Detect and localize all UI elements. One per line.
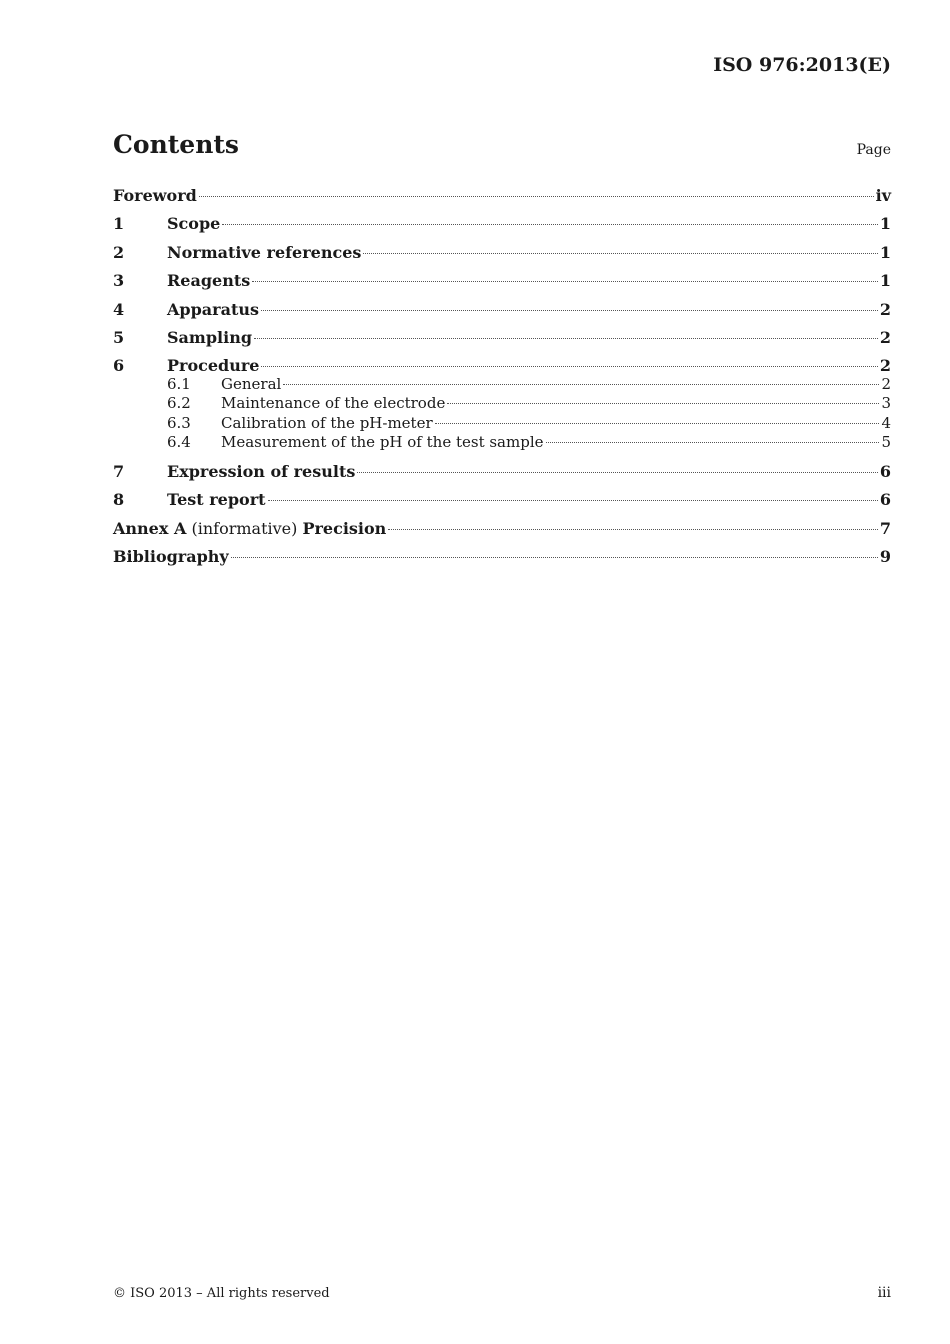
toc-title: Foreword (113, 186, 197, 205)
copyright-notice: © ISO 2013 – All rights reserved (113, 1286, 330, 1301)
toc-page: 2 (879, 327, 891, 347)
dot-leader (357, 472, 878, 473)
toc-entry-foreword[interactable] (113, 184, 891, 212)
toc-title: Reagents (167, 271, 251, 291)
toc-number: 6.4 (167, 432, 191, 451)
dot-leader (231, 557, 878, 558)
toc-page: 1 (879, 271, 891, 291)
toc-title: Sampling (167, 327, 253, 347)
dot-leader (363, 253, 877, 254)
toc-title: Scope (167, 214, 221, 234)
toc-title: Calibration of the pH-meter (221, 413, 433, 432)
toc-title: Apparatus (167, 299, 259, 319)
toc-number: 6.3 (167, 413, 191, 432)
toc-title: Maintenance of the electrode (221, 394, 446, 413)
toc-title: Expression of results (167, 461, 356, 481)
toc-page: 4 (881, 413, 891, 432)
toc-page: 1 (879, 214, 891, 234)
toc-entry-scope[interactable] (113, 212, 891, 240)
toc-number: 6.1 (167, 374, 191, 393)
toc-title: Test report (167, 490, 266, 510)
page-number: iii (877, 1285, 891, 1301)
toc-entry-expression-of-results[interactable] (113, 460, 891, 488)
toc-number: 6.2 (167, 394, 191, 413)
toc-entry-bibliography[interactable] (113, 545, 891, 573)
toc-title: Bibliography (113, 547, 229, 566)
toc-title: Normative references (167, 242, 362, 262)
toc-number: 5 (113, 327, 125, 347)
toc-number: 4 (113, 299, 125, 319)
dot-leader (268, 500, 878, 501)
toc-page: 9 (879, 547, 891, 566)
dot-leader (222, 224, 878, 225)
dot-leader (254, 338, 878, 339)
annex-title: Precision (302, 518, 387, 538)
toc-entry-reagents[interactable] (113, 269, 891, 297)
table-of-contents (113, 184, 891, 573)
dot-leader (252, 281, 878, 282)
toc-page: 5 (881, 432, 891, 451)
dot-leader (283, 384, 879, 385)
page-column-label: Page (856, 142, 891, 158)
toc-entry-apparatus[interactable] (113, 298, 891, 326)
toc-title (113, 517, 386, 541)
toc-entry-procedure[interactable] (113, 354, 891, 375)
dot-leader (447, 403, 879, 404)
toc-number: 7 (113, 461, 125, 481)
dot-leader (435, 423, 880, 424)
toc-entry-maintenance-of-electrode[interactable] (113, 394, 891, 413)
annex-label: Annex A (113, 518, 187, 538)
toc-number: 8 (113, 490, 125, 510)
toc-title: General (221, 374, 282, 393)
dot-leader (261, 310, 878, 311)
toc-title: Measurement of the pH of the test sample (221, 432, 544, 451)
toc-entry-normative-references[interactable] (113, 241, 891, 269)
annex-qualifier: (informative) (191, 518, 298, 538)
toc-entry-test-report[interactable] (113, 488, 891, 516)
dot-leader (261, 366, 877, 367)
toc-entry-calibration-ph-meter[interactable] (113, 414, 891, 433)
toc-number: 3 (113, 271, 125, 291)
toc-entry-annex-a[interactable] (113, 517, 891, 545)
toc-page: 2 (881, 374, 891, 393)
toc-page: 2 (879, 356, 891, 376)
toc-page: 6 (879, 461, 891, 481)
toc-page: 1 (879, 242, 891, 262)
toc-page: 2 (879, 299, 891, 319)
dot-leader (546, 442, 880, 443)
toc-page: 3 (881, 394, 891, 413)
toc-page: 6 (879, 490, 891, 510)
toc-page: iv (875, 186, 891, 205)
toc-title: Procedure (167, 356, 260, 376)
toc-entry-general[interactable] (113, 375, 891, 394)
contents-heading: Contents (113, 130, 240, 159)
toc-entry-measurement-ph[interactable] (113, 433, 891, 460)
toc-page: 7 (879, 518, 891, 538)
toc-entry-sampling[interactable] (113, 326, 891, 354)
toc-number: 6 (113, 356, 125, 376)
dot-leader (199, 196, 874, 197)
toc-number: 1 (113, 214, 125, 234)
document-id: ISO 976:2013(E) (713, 54, 891, 76)
dot-leader (388, 529, 878, 530)
toc-number: 2 (113, 242, 125, 262)
